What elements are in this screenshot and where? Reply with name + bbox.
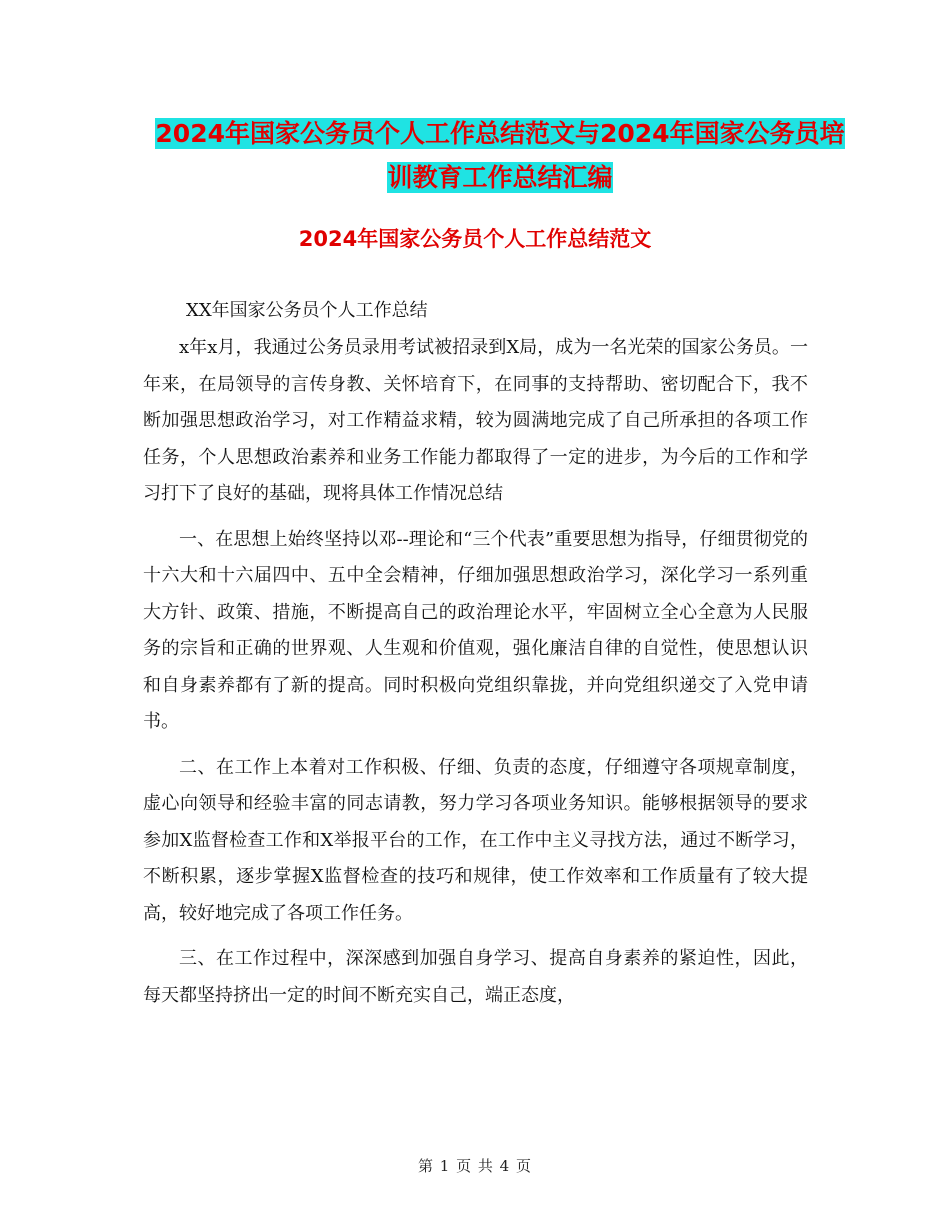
paragraph: 三、在工作过程中，深深感到加强自身学习、提高自身素养的紧迫性，因此，每天都坚持挤出一定的时间不断充实自己，端正态度， [143, 948, 808, 1006]
document-main-title [150, 112, 850, 200]
section-title: 2024年国家公务员个人工作总结范文 [298, 227, 652, 251]
body-text [143, 330, 808, 1023]
paragraph: 二、在工作上本着对工作积极、仔细、负责的态度，仔细遵守各项规章制度，虚心向领导和经验丰富的同志请教，努力学习各项业务知识。能够根据领导的要求参加X监督检查工作和X举报平台的工作，在工作中主义寻找方法，通过不断学习，不断积累，逐步掌握X监督检查的技巧和规律，使工作效率和工作质量有了较大提高，较好地完成了各项工作任务。 [143, 756, 808, 924]
paragraph: x年x月，我通过公务员录用考试被招录到X局，成为一名光荣的国家公务员。一年来，在局领导的言传身教、关怀培育下，在同事的支持帮助、密切配合下，我不断加强思想政治学习，对工作精益求精，较为圆满地完成了自己所承担的各项工作任务，个人思想政治素养和业务工作能力都取得了一定的进步，为今后的工作和学习打下了良好的基础，现将具体工作情况总结 [143, 337, 808, 504]
page-footer: 第 1 页 共 4 页 [418, 1157, 532, 1175]
intro-heading: XX年国家公务员个人工作总结 [186, 300, 428, 321]
main-title-text: 2024年国家公务员个人工作总结范文与2024年国家公务员培训教育工作总结汇编 [155, 119, 845, 192]
paragraph: 一、在思想上始终坚持以邓--理论和“三个代表”重要思想为指导，仔细贯彻党的十六大和十六届四中、五中全会精神，仔细加强思想政治学习，深化学习一系列重大方针、政策、措施，不断提高自己的政治理论水平，牢固树立全心全意为人民服务的宗旨和正确的世界观、人生观和价值观，强化廉洁自律的自觉性，使思想认识和自身素养都有了新的提高。同时积极向党组织靠拢，并向党组织递交了入党申请书。 [143, 528, 808, 732]
